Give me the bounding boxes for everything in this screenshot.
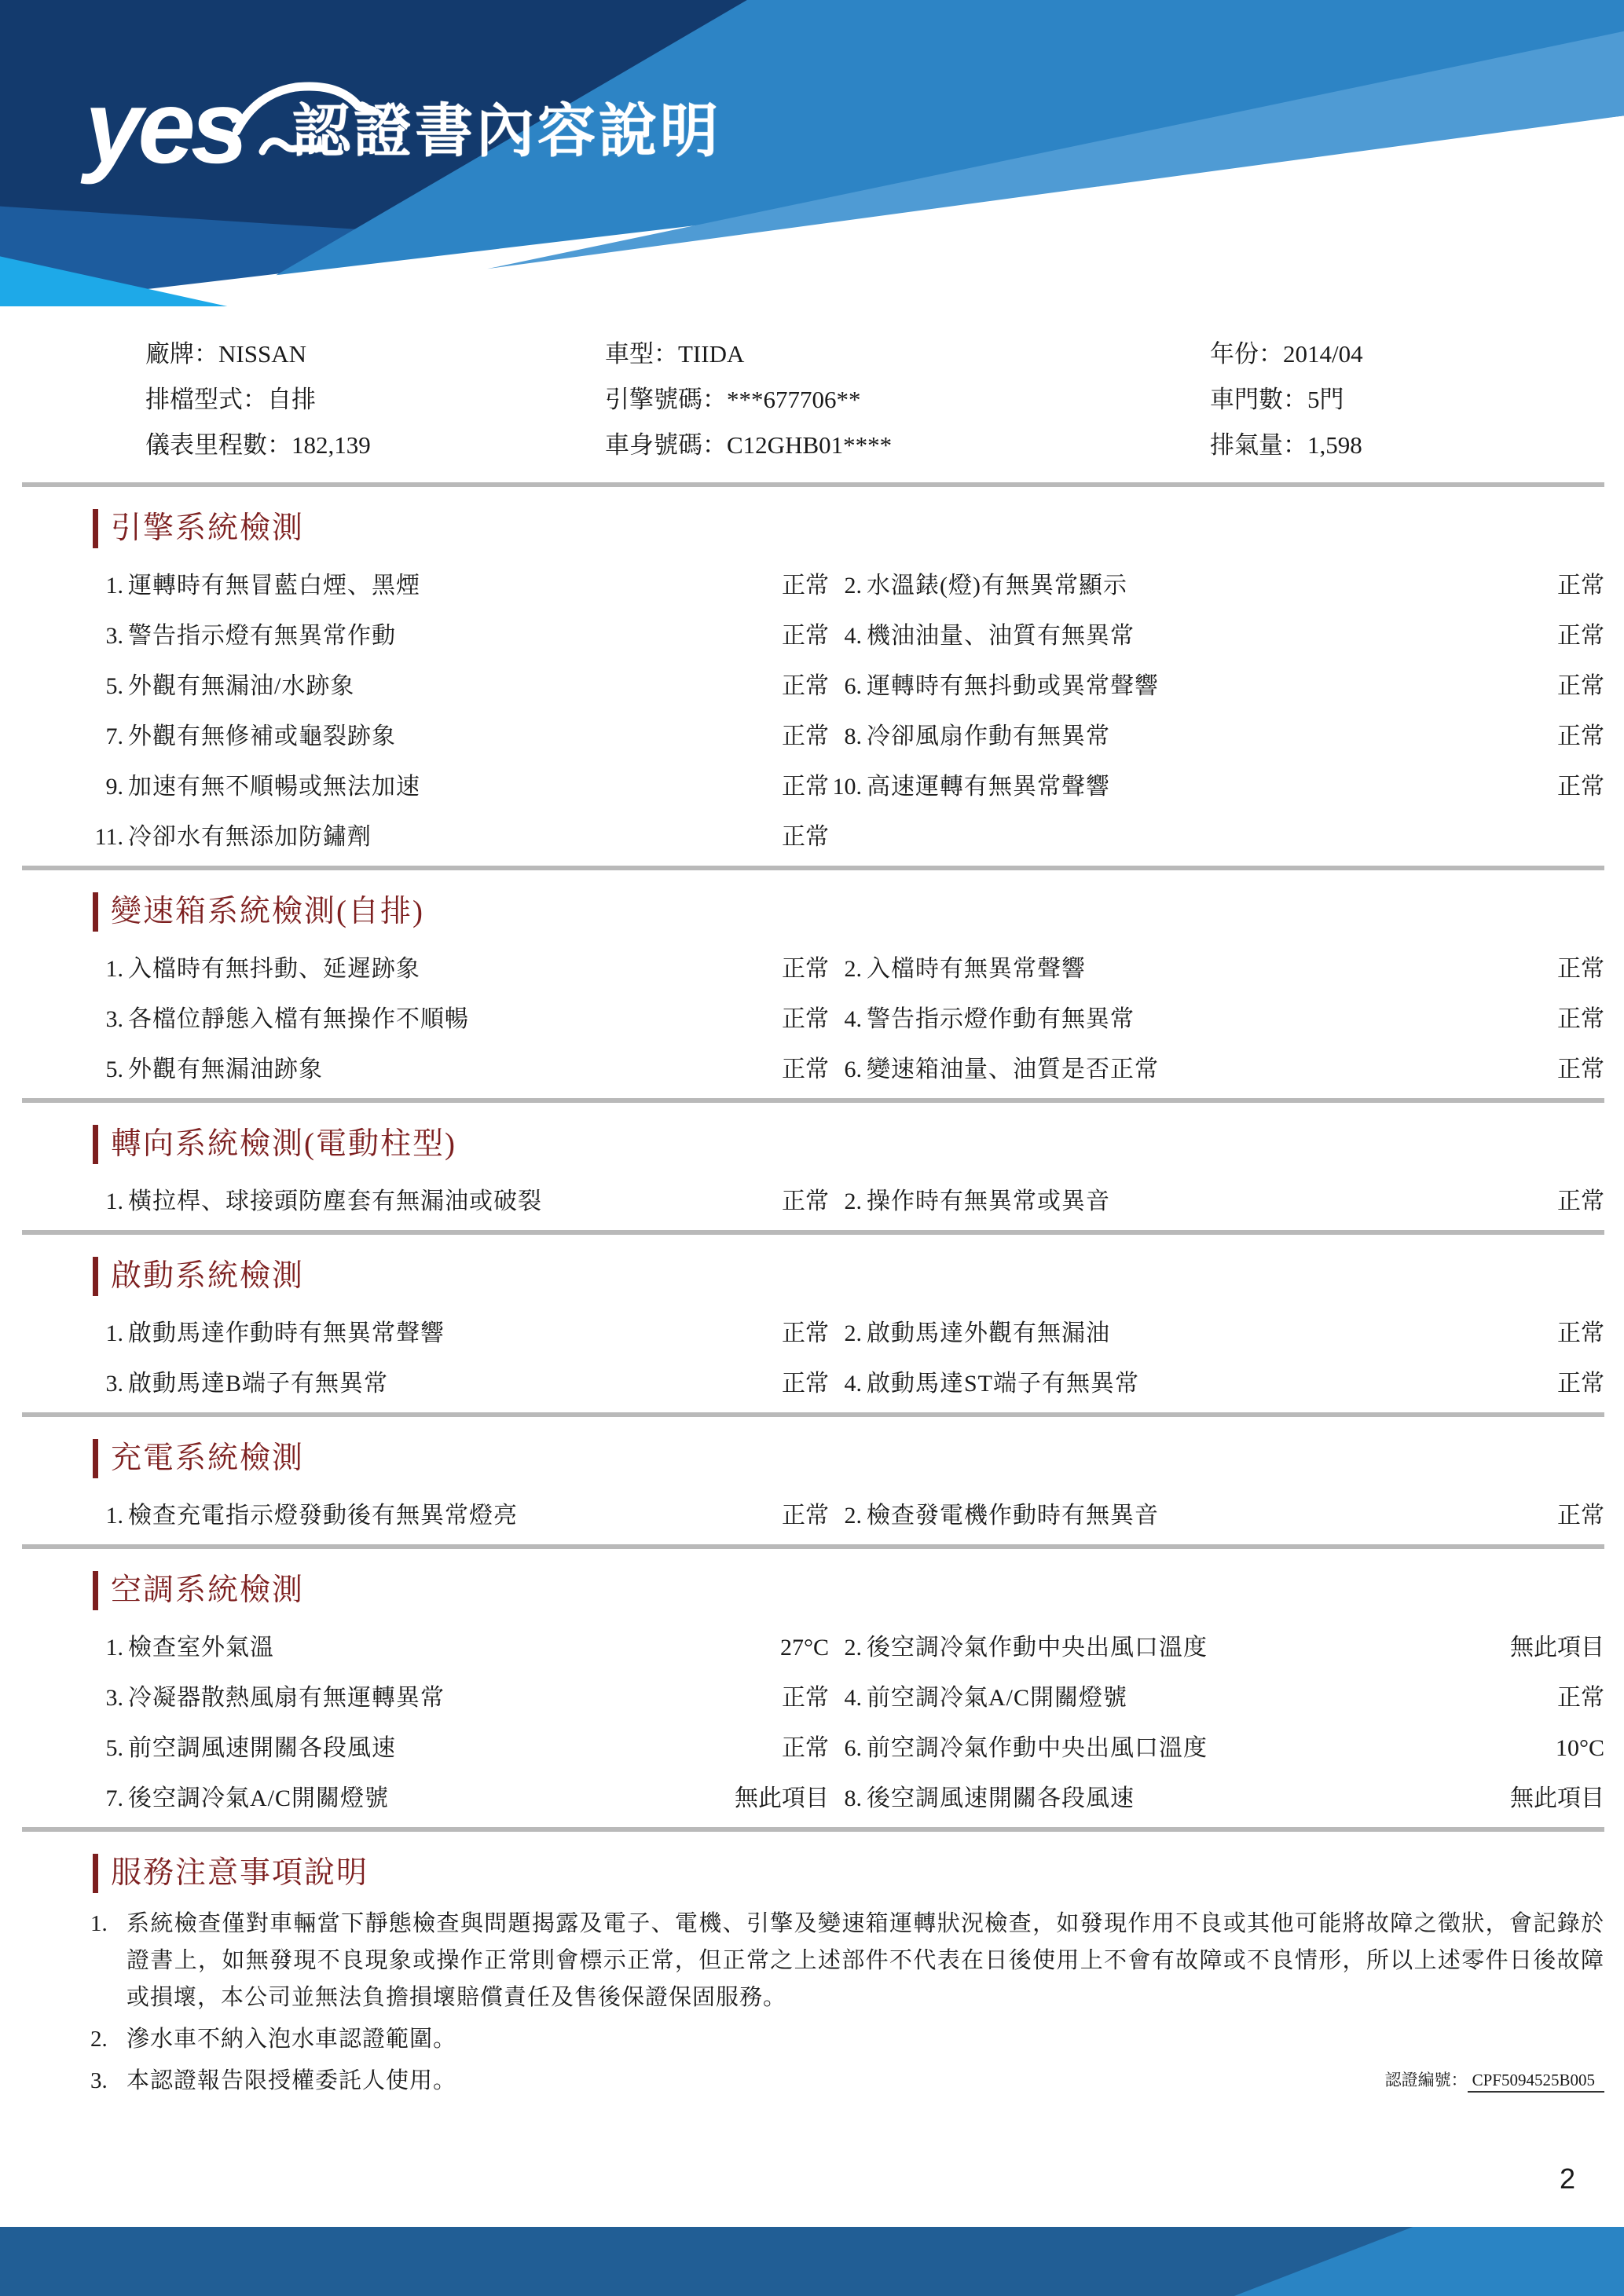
note-number: 2.: [90, 2026, 108, 2052]
section-title: 服務注意事項說明: [93, 1854, 1624, 1893]
item-number: 7.: [105, 723, 123, 749]
item-number: 6.: [844, 1056, 862, 1082]
item-label: 啟動馬達作動時有無異常聲響: [128, 1320, 445, 1346]
item-label: 啟動馬達外觀有無漏油: [867, 1320, 1110, 1346]
item-number: 5.: [105, 673, 123, 699]
certification-value: CPF5094525B005: [1468, 2071, 1604, 2093]
item-row: [90, 1670, 1604, 1720]
item-number: 1.: [105, 956, 123, 982]
item-row: [90, 1488, 1604, 1538]
item-number: 1.: [105, 1320, 123, 1346]
item-number: 4.: [844, 1685, 862, 1711]
divider: [22, 1412, 1604, 1417]
info-field: 車門數：5門: [1210, 386, 1344, 413]
inspection-item: [829, 1778, 1604, 1813]
inspection-item: [829, 1049, 1604, 1084]
info-field: 廠牌：NISSAN: [145, 340, 306, 368]
item-label: 運轉時有無冒藍白煙、黑煙: [128, 573, 420, 599]
item-number: 1.: [105, 573, 123, 599]
divider: [22, 866, 1604, 870]
item-row: [90, 558, 1604, 608]
note-text: 滲水車不納入泡水車認證範圍。: [126, 2026, 457, 2052]
section-items: [90, 1488, 1604, 1538]
item-label: 檢查室外氣溫: [128, 1635, 274, 1661]
item-number: 2.: [844, 573, 862, 599]
item-result: 正常: [1557, 573, 1604, 599]
item-number: 2.: [844, 956, 862, 982]
divider: [22, 1544, 1604, 1549]
item-result: 正常: [782, 1685, 829, 1711]
inspection-item: [829, 1496, 1604, 1530]
item-number: 6.: [844, 673, 862, 699]
item-row: [90, 991, 1604, 1042]
section-title: 轉向系統檢測(電動柱型): [93, 1125, 1624, 1164]
inspection-section: [0, 892, 1624, 1103]
note-item: [90, 2063, 1604, 2100]
item-label: 操作時有無異常或異音: [867, 1188, 1110, 1214]
item-result: 正常: [782, 774, 829, 800]
item-number: 6.: [844, 1735, 862, 1761]
item-row: [90, 608, 1604, 658]
certification-label: 認證編號：: [1384, 2070, 1468, 2089]
inspection-item: [90, 666, 829, 701]
inspection-item: [829, 566, 1604, 600]
item-result: 正常: [1557, 1188, 1604, 1214]
item-result: 正常: [1557, 1320, 1604, 1346]
inspection-item: [90, 1364, 829, 1398]
item-number: 11.: [94, 824, 123, 850]
item-number: 1.: [105, 1503, 123, 1529]
item-number: 2.: [844, 1188, 862, 1214]
item-number: 3.: [105, 1685, 123, 1711]
divider: [22, 482, 1604, 487]
item-label: 外觀有無修補或龜裂跡象: [128, 723, 396, 749]
inspection-item: [90, 1313, 829, 1348]
item-result: 正常: [1557, 723, 1604, 749]
item-label: 運轉時有無抖動或異常聲響: [867, 673, 1159, 699]
item-label: 檢查發電機作動時有無異音: [867, 1503, 1159, 1529]
item-label: 橫拉桿、球接頭防塵套有無漏油或破裂: [128, 1188, 542, 1214]
item-number: 2.: [844, 1635, 862, 1661]
divider: [22, 1827, 1604, 1832]
item-label: 水溫錶(燈)有無異常顯示: [867, 573, 1127, 599]
item-row: [90, 1174, 1604, 1224]
info-field: 車型：TIIDA: [605, 340, 745, 368]
note-item: [90, 1906, 1604, 2016]
item-label: 警告指示燈作動有無異常: [867, 1006, 1135, 1032]
section-items: [90, 1305, 1604, 1406]
item-label: 高速運轉有無異常聲響: [867, 774, 1110, 800]
header-banner: [0, 0, 1624, 313]
inspection-item: [90, 1496, 829, 1530]
item-label: 啟動馬達ST端子有無異常: [867, 1371, 1140, 1397]
note-text: 本認證報告限授權委託人使用。: [126, 2067, 457, 2093]
item-row: [90, 1620, 1604, 1670]
section-items: [90, 1620, 1604, 1821]
item-number: 2.: [844, 1320, 862, 1346]
item-result: 10°C: [1555, 1735, 1604, 1761]
inspection-item: [829, 949, 1604, 983]
note-number: 3.: [90, 2067, 108, 2093]
inspection-item: [90, 817, 829, 851]
item-number: 8.: [844, 723, 862, 749]
footer-banner: [0, 2227, 1624, 2296]
item-label: 前空調冷氣作動中央出風口溫度: [867, 1735, 1208, 1761]
item-number: 1.: [105, 1188, 123, 1214]
note-text: 系統檢查僅對車輛當下靜態檢查與問題揭露及電子、電機、引擎及變速箱運轉狀況檢查，如發現作用不良或其他可能將故障之徵狀，會記錄於證書上，如無發現不良現象或操作正常則會標示正常，但正常之上述部件不代表在日後使用上不會有故障或不良情形，所以上述零件日後故障或損壞，本公司並無法負擔損壞賠償責任及售後保證保固服務。: [126, 1911, 1604, 2010]
item-number: 4.: [844, 1006, 862, 1032]
info-field: 引擎號碼：***677706**: [605, 386, 861, 413]
inspection-item: [90, 1728, 829, 1763]
inspection-item: [829, 1728, 1604, 1763]
item-label: 冷凝器散熱風扇有無運轉異常: [128, 1685, 445, 1711]
item-result: 無此項目: [735, 1785, 829, 1811]
item-result: 正常: [782, 1503, 829, 1529]
divider: [22, 1230, 1604, 1235]
item-number: 7.: [105, 1785, 123, 1811]
section-title: 充電系統檢測: [93, 1439, 1624, 1478]
item-row: [90, 658, 1604, 709]
item-result: 正常: [1557, 623, 1604, 649]
item-result: 無此項目: [1510, 1635, 1604, 1661]
inspection-section: [0, 509, 1624, 870]
item-label: 機油油量、油質有無異常: [867, 623, 1135, 649]
inspection-item: [829, 1678, 1604, 1712]
item-label: 加速有無不順暢或無法加速: [128, 774, 420, 800]
item-label: 後空調風速開關各段風速: [867, 1785, 1135, 1811]
item-number: 10.: [832, 774, 862, 800]
section-items: [90, 941, 1604, 1092]
item-result: 正常: [782, 1320, 829, 1346]
inspection-item: [90, 1628, 829, 1662]
item-number: 1.: [105, 1635, 123, 1661]
inspection-item: [90, 566, 829, 600]
inspection-item: [829, 1628, 1604, 1662]
item-number: 4.: [844, 623, 862, 649]
inspection-item: [829, 666, 1604, 701]
item-number: 9.: [105, 774, 123, 800]
item-label: 檢查充電指示燈發動後有無異常燈亮: [128, 1503, 518, 1529]
note-number: 1.: [90, 1911, 108, 1936]
notes-list: [90, 1906, 1604, 2100]
yes-logo-text: yes: [85, 69, 244, 185]
inspection-section: [0, 1257, 1624, 1417]
item-label: 後空調冷氣A/C開關燈號: [128, 1785, 390, 1811]
item-row: [90, 1305, 1604, 1356]
item-row: [90, 1042, 1604, 1092]
item-number: 5.: [105, 1056, 123, 1082]
item-label: 各檔位靜態入檔有無操作不順暢: [128, 1006, 469, 1032]
item-result: 正常: [782, 723, 829, 749]
inspection-item: [829, 1181, 1604, 1216]
inspection-item: [90, 716, 829, 751]
inspection-item: [829, 716, 1604, 751]
info-field: 排氣量：1,598: [1210, 431, 1362, 459]
inspection-item: [829, 999, 1604, 1034]
item-result: 正常: [782, 573, 829, 599]
inspection-sections: [0, 509, 1624, 1832]
item-result: 正常: [1557, 1006, 1604, 1032]
item-label: 前空調冷氣A/C開關燈號: [867, 1685, 1128, 1711]
item-result: 正常: [1557, 1503, 1604, 1529]
item-label: 外觀有無漏油跡象: [128, 1056, 323, 1082]
item-label: 變速箱油量、油質是否正常: [867, 1056, 1159, 1082]
inspection-item: [829, 616, 1604, 650]
item-number: 3.: [105, 1371, 123, 1397]
item-row: [90, 759, 1604, 809]
item-number: 3.: [105, 1006, 123, 1032]
info-field: 年份：2014/04: [1210, 340, 1363, 368]
inspection-section: [0, 1125, 1624, 1235]
section-items: [90, 558, 1604, 859]
item-label: 警告指示燈有無異常作動: [128, 623, 396, 649]
item-number: 2.: [844, 1503, 862, 1529]
item-label: 入檔時有無異常聲響: [867, 956, 1086, 982]
item-result: 27°C: [779, 1635, 829, 1661]
item-result: 正常: [782, 673, 829, 699]
item-result: 正常: [782, 1371, 829, 1397]
item-result: 正常: [782, 1735, 829, 1761]
item-result: 正常: [782, 1056, 829, 1082]
inspection-item: [829, 767, 1604, 801]
section-title: 空調系統檢測: [93, 1571, 1624, 1610]
inspection-section: [0, 1571, 1624, 1832]
inspection-item: [90, 1678, 829, 1712]
section-items: [90, 1174, 1604, 1224]
item-label: 前空調風速開關各段風速: [128, 1735, 396, 1761]
inspection-item: [829, 1313, 1604, 1348]
item-result: 無此項目: [1510, 1785, 1604, 1811]
item-result: 正常: [782, 1188, 829, 1214]
certification-number: [1385, 2067, 1604, 2091]
item-result: 正常: [1557, 673, 1604, 699]
item-result: 正常: [1557, 956, 1604, 982]
item-result: 正常: [782, 623, 829, 649]
inspection-item: [90, 949, 829, 983]
info-field: 排檔型式：自排: [145, 386, 316, 413]
item-row: [90, 709, 1604, 759]
item-label: 冷卻風扇作動有無異常: [867, 723, 1110, 749]
item-result: 正常: [1557, 1056, 1604, 1082]
inspection-item: [90, 999, 829, 1034]
page-number: 2: [1559, 2162, 1575, 2195]
item-result: 正常: [782, 824, 829, 850]
inspection-item: [90, 1049, 829, 1084]
info-field: 車身號碼：C12GHB01****: [605, 431, 893, 459]
inspection-item: [90, 767, 829, 801]
section-title: 變速箱系統檢測(自排): [93, 892, 1624, 932]
item-row: [90, 1720, 1604, 1771]
item-row: [90, 941, 1604, 991]
item-label: 冷卻水有無添加防鏽劑: [128, 824, 372, 850]
inspection-item: [90, 1181, 829, 1216]
item-result: 正常: [1557, 1371, 1604, 1397]
item-number: 4.: [844, 1371, 862, 1397]
item-label: 外觀有無漏油/水跡象: [128, 673, 355, 699]
inspection-item: [829, 1364, 1604, 1398]
item-number: 5.: [105, 1735, 123, 1761]
divider: [22, 1098, 1604, 1103]
section-service-notes: [0, 1854, 1624, 2100]
item-label: 啟動馬達B端子有無異常: [128, 1371, 389, 1397]
item-number: 3.: [105, 623, 123, 649]
page-title: 認證書內容說明: [292, 98, 721, 163]
item-result: 正常: [1557, 774, 1604, 800]
item-result: 正常: [782, 956, 829, 982]
item-row: [90, 809, 1604, 859]
note-item: [90, 2021, 1604, 2058]
inspection-item: [90, 616, 829, 650]
info-field: 儀表里程數：182,139: [145, 431, 371, 459]
section-title: 啟動系統檢測: [93, 1257, 1624, 1296]
item-number: 8.: [844, 1785, 862, 1811]
item-result: 正常: [782, 1006, 829, 1032]
item-label: 入檔時有無抖動、延遲跡象: [128, 956, 420, 982]
section-title: 引擎系統檢測: [93, 509, 1624, 548]
inspection-section: [0, 1439, 1624, 1549]
inspection-item: [90, 1778, 829, 1813]
item-row: [90, 1356, 1604, 1406]
item-label: 後空調冷氣作動中央出風口溫度: [867, 1635, 1208, 1661]
item-row: [90, 1771, 1604, 1821]
item-result: 正常: [1557, 1685, 1604, 1711]
